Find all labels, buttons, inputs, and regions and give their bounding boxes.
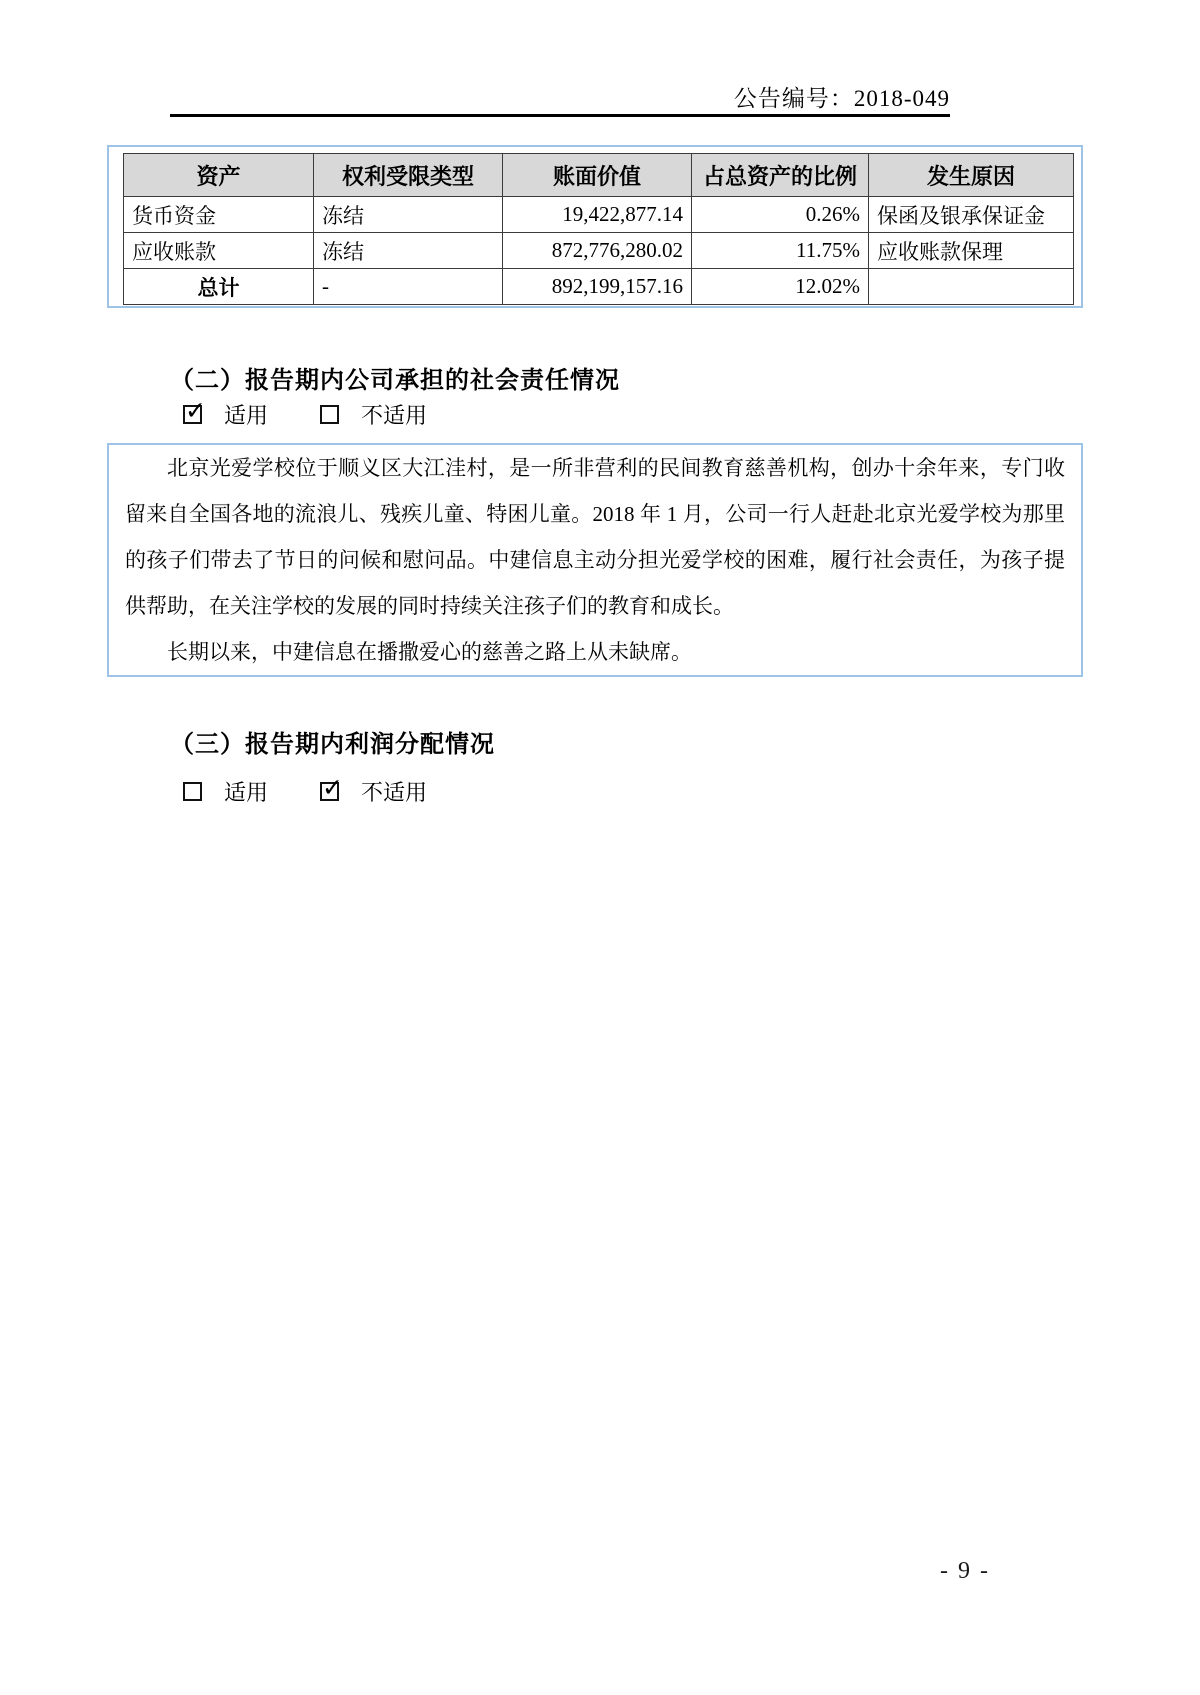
column-header-asset: 资产: [124, 154, 314, 197]
not-applicable-checkbox-unchecked: [320, 405, 339, 424]
table-total-row: [124, 269, 1074, 305]
section-3-applicability: [183, 773, 428, 807]
cell-restriction: 冻结: [314, 197, 503, 233]
column-header-reason: 发生原因: [869, 154, 1074, 197]
applicable-label: 适用: [224, 780, 269, 805]
not-applicable-label: 不适用: [361, 403, 428, 428]
section-2-applicability: [183, 396, 428, 430]
restricted-assets-box: [107, 145, 1083, 308]
column-header-ratio: 占总资产的比例: [692, 154, 869, 197]
announcement-number: 公告编号：2018-049: [733, 86, 950, 111]
section-3-title: （三）报告期内利润分配情况: [170, 731, 495, 758]
checkmark-icon: ✓: [322, 773, 343, 802]
column-header-restriction-type: 权利受限类型: [314, 154, 503, 197]
not-applicable-label: 不适用: [361, 780, 428, 805]
cell-restriction: -: [314, 269, 503, 305]
social-responsibility-box: [107, 443, 1083, 677]
paragraph: 长期以来，中建信息在播撒爱心的慈善之路上从未缺席。: [167, 640, 692, 664]
table-row: [124, 197, 1074, 233]
header-divider: [170, 114, 950, 117]
cell-ratio: 12.02%: [692, 269, 869, 305]
table-row: [124, 233, 1074, 269]
checkmark-icon: ✓: [185, 396, 206, 425]
cell-reason: 保函及银承保证金: [869, 197, 1074, 233]
table-header-row: [124, 154, 1074, 197]
page-number: - 9 -: [940, 1558, 990, 1584]
section-2-title: （二）报告期内公司承担的社会责任情况: [170, 367, 620, 394]
cell-book-value: 872,776,280.02: [503, 233, 692, 269]
applicable-checkbox-unchecked: [183, 782, 202, 801]
cell-book-value: 19,422,877.14: [503, 197, 692, 233]
column-header-book-value: 账面价值: [503, 154, 692, 197]
applicable-label: 适用: [224, 403, 269, 428]
restricted-assets-table: [123, 153, 1074, 305]
cell-asset: 货币资金: [124, 197, 314, 233]
cell-asset: 应收账款: [124, 233, 314, 269]
cell-book-value: 892,199,157.16: [503, 269, 692, 305]
not-applicable-checkbox-checked: [320, 773, 343, 802]
cell-total-label: 总计: [124, 269, 314, 305]
cell-reason: [869, 269, 1074, 305]
cell-restriction: 冻结: [314, 233, 503, 269]
cell-ratio: 0.26%: [692, 197, 869, 233]
paragraph: 北京光爱学校位于顺义区大江洼村，是一所非营利的民间教育慈善机构，创办十余年来，专门收留来自全国各地的流浪儿、残疾儿童、特困儿童。2018 年 1 月，公司一行人赶赴北京光爱学校为那里的孩子们带去了节日的问候和慰问品。中建信息主动分担光爱学校的困难，履行社会责任，为孩子提供帮助，在关注学校的发展的同时持续关注孩子们的教育和成长。: [125, 456, 1065, 618]
cell-ratio: 11.75%: [692, 233, 869, 269]
applicable-checkbox-checked: [183, 396, 206, 425]
cell-reason: 应收账款保理: [869, 233, 1074, 269]
